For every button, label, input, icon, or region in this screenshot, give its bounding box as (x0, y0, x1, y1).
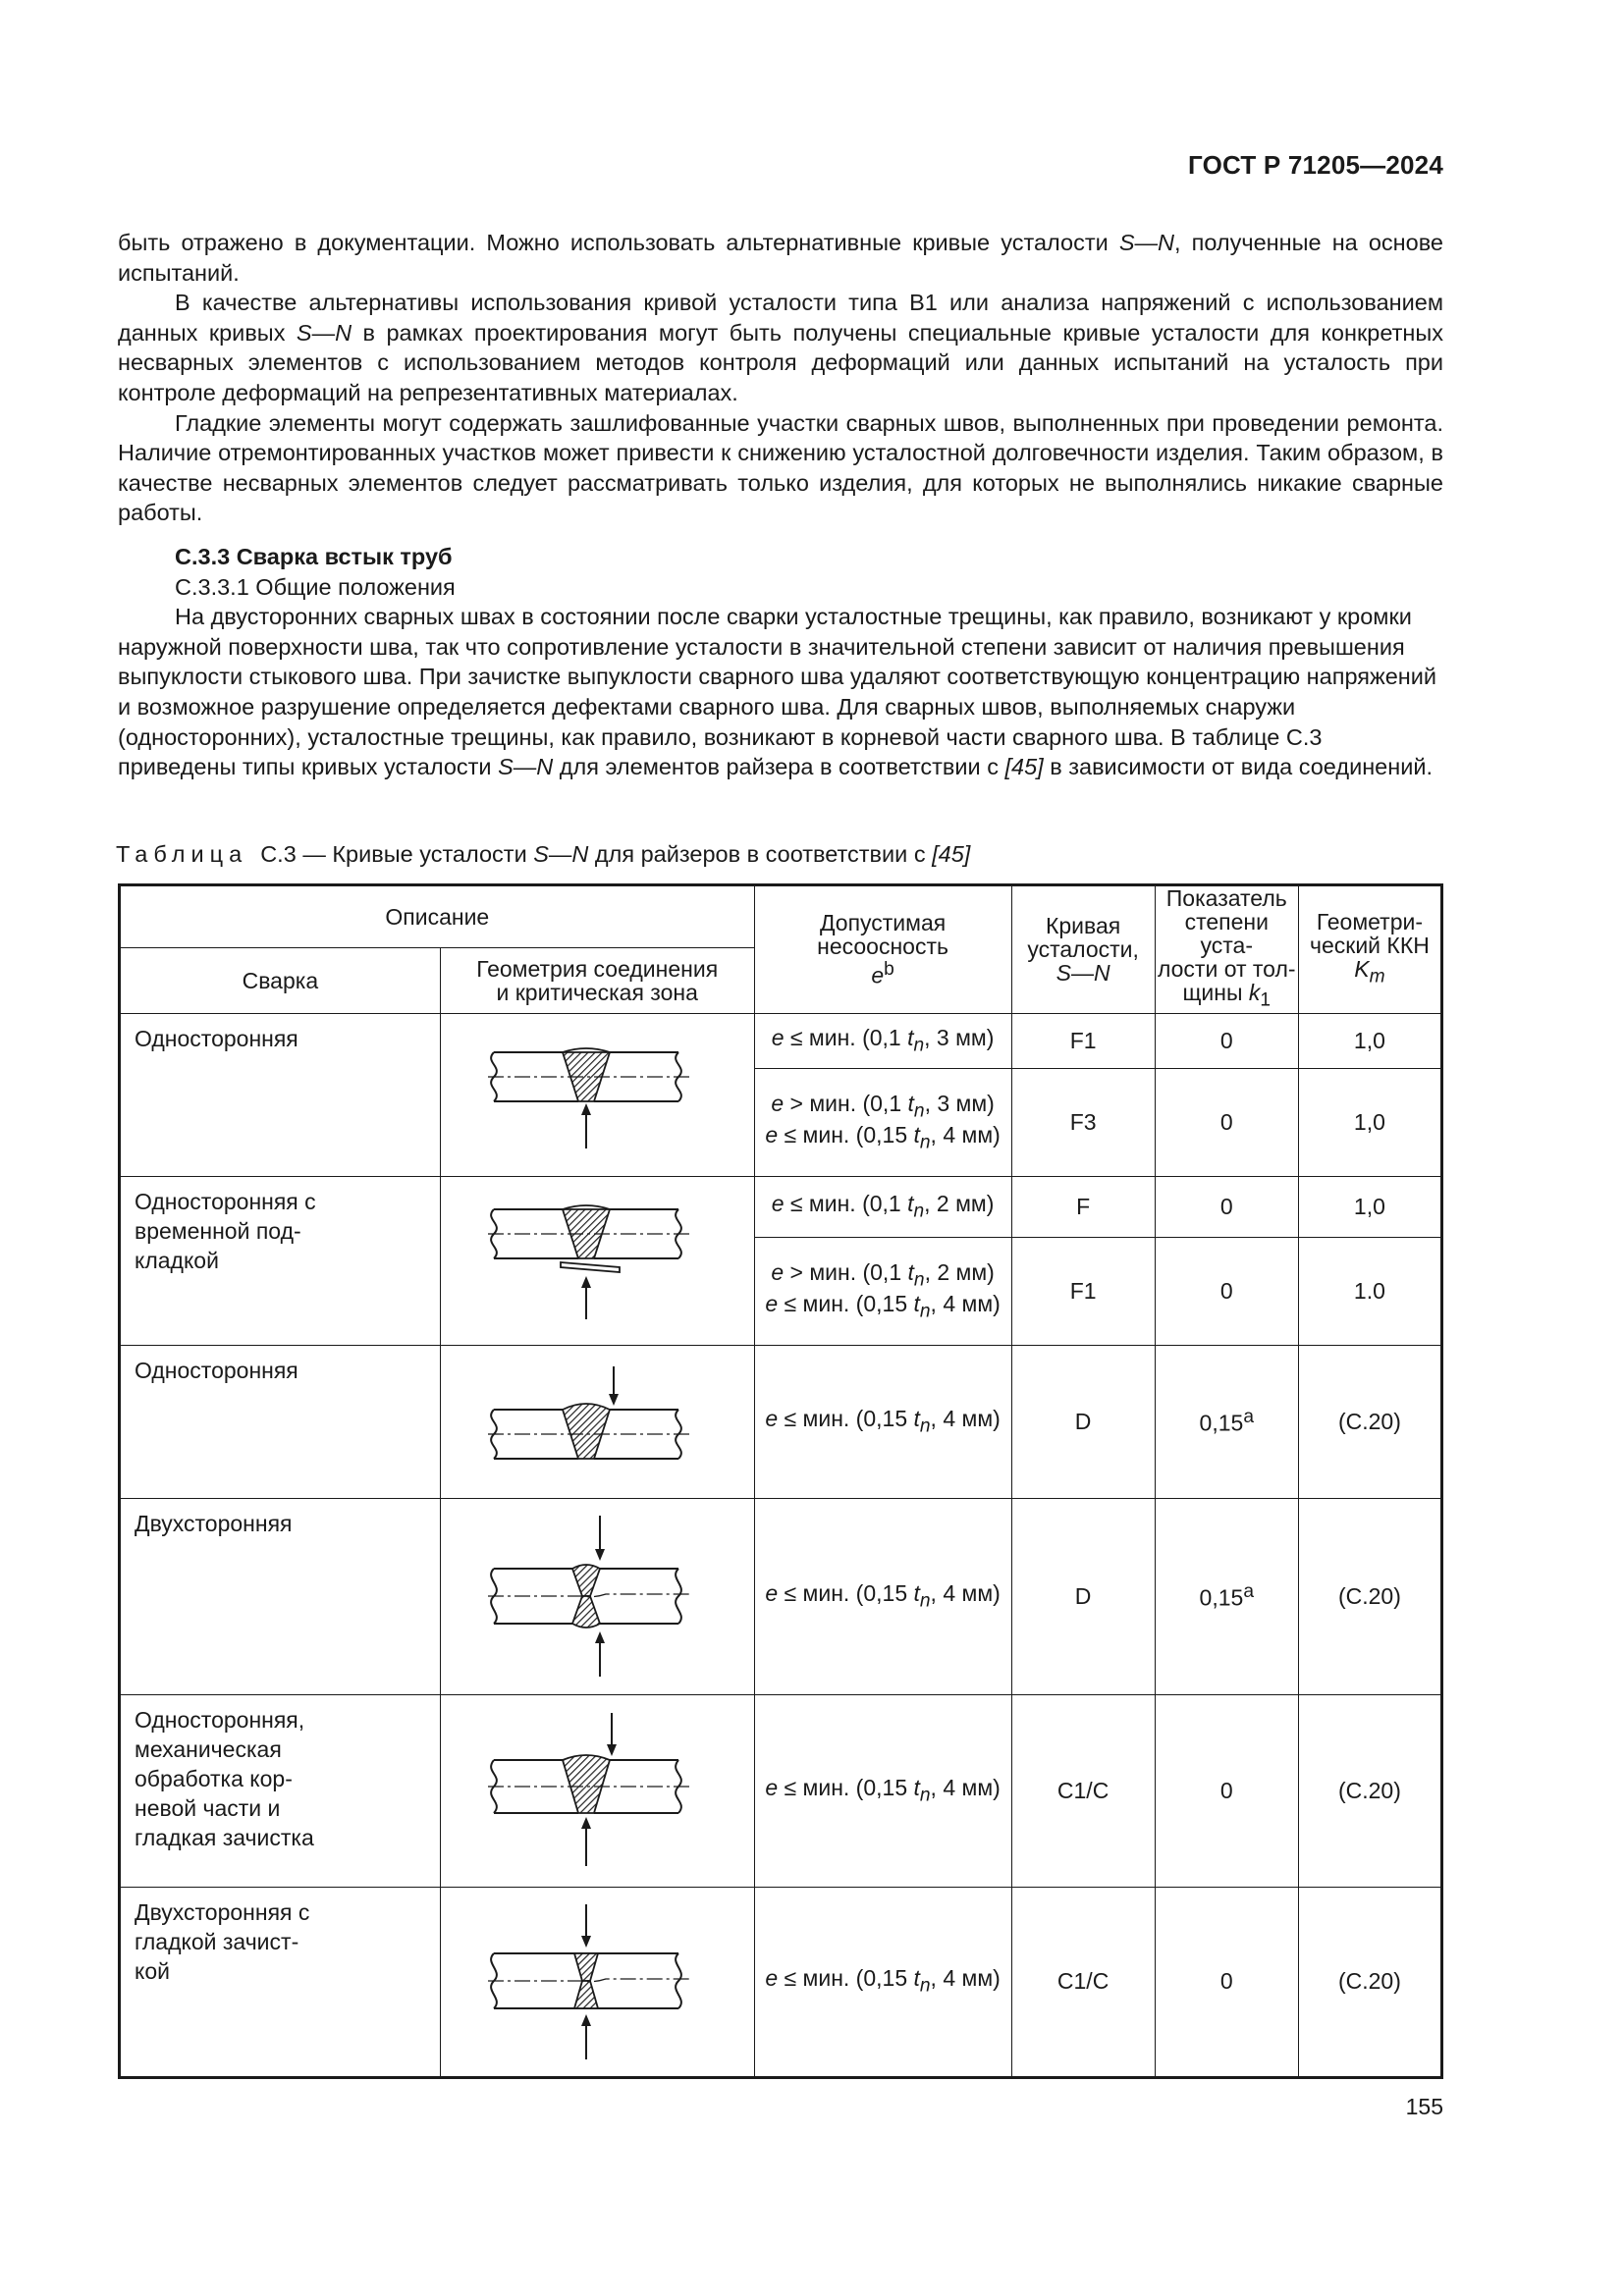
welding-cell: Двухсторонняя с гладкой зачист- кой (120, 1887, 441, 2077)
curve-cell: D (1011, 1498, 1155, 1694)
section-title: C.3.3 Сварка встык труб (175, 543, 453, 569)
welding-cell: Односторонняя с временной под- кладкой (120, 1176, 441, 1345)
body-text (118, 228, 1443, 782)
k1-cell: 0 (1155, 1176, 1298, 1237)
misalignment-cell: e ≤ мин. (0,1 $t_n$, 3 мм) (754, 1013, 1011, 1068)
misalignment-cell: e ≤ мин. (0,15 $t_n$, 4 мм) (754, 1498, 1011, 1694)
subsection-title: C.3.3.1 Общие положения (175, 573, 456, 600)
curve-cell: C1/C (1011, 1694, 1155, 1887)
table-caption: Таблица C.3 — Кривые усталости S—N для райзеров в соответствии с [45] (116, 841, 971, 867)
k1-cell: 0 (1155, 1068, 1298, 1176)
paragraph-2: В качестве альтернативы использования кривой усталости типа B1 или анализа напряжений с использованием данных кривых S—N в рамках проектирования могут быть получены специальные кривые усталости для конкретных несварных элементов с использованием методов контроля деформаций или данных испытаний на усталость при контроле деформаций на репрезентативных материалах. (118, 290, 1443, 405)
misalignment-cell: e > мин. (0,1 $t_n$, 3 мм) e ≤ мин. (0,15 $t_n$, 4 мм) (754, 1068, 1011, 1176)
curve-cell: C1/C (1011, 1887, 1155, 2077)
weld-diagram-double-ground (440, 1887, 754, 2077)
misalignment-cell: e ≤ мин. (0,15 $t_n$, 4 мм) (754, 1887, 1011, 2077)
single-sided-weld-toe-diagram (484, 1362, 710, 1480)
welding-cell: Односторонняя (120, 1013, 441, 1176)
k1-cell: 0 (1155, 1694, 1298, 1887)
misalignment-cell: e ≤ мин. (0,1 $t_n$, 2 мм) (754, 1176, 1011, 1237)
km-cell: (C.20) (1298, 1694, 1441, 1887)
k1-cell: 0 (1155, 1887, 1298, 2077)
km-cell: (C.20) (1298, 1345, 1441, 1498)
misalignment-cell: e ≤ мин. (0,15 $t_n$, 4 мм) (754, 1694, 1011, 1887)
k1-cell: 0,15$^a$ (1155, 1345, 1298, 1498)
k1-cell: 0,15$^a$ (1155, 1498, 1298, 1694)
double-sided-weld-diagram (484, 1508, 710, 1684)
header-geometry: Геометрия соединения и критическая зона (440, 947, 754, 1013)
km-cell: 1.0 (1298, 1237, 1441, 1345)
weld-diagram-single-root (440, 1013, 754, 1176)
single-sided-weld-backing-diagram (484, 1192, 710, 1329)
curve-cell: F1 (1011, 1013, 1155, 1068)
table-row (120, 1013, 1442, 1068)
weld-diagram-temporary-backing (440, 1176, 754, 1345)
double-sided-ground-flush-diagram (484, 1898, 710, 2065)
fatigue-curves-table (118, 883, 1443, 2079)
single-sided-weld-diagram (484, 1031, 710, 1158)
km-cell: (C.20) (1298, 1498, 1441, 1694)
page-number: 155 (1405, 2094, 1443, 2119)
table-row (120, 1887, 1442, 2077)
curve-cell: F1 (1011, 1237, 1155, 1345)
weld-diagram-single-toe (440, 1345, 754, 1498)
header-thickness-exponent: Показатель степени уста- лости от тол- щины $k_1$ (1155, 885, 1298, 1014)
weld-diagram-double-sided (440, 1498, 754, 1694)
curve-cell: F3 (1011, 1068, 1155, 1176)
header-scf: Геометри- ческий ККН $K_m$ (1298, 885, 1441, 1014)
km-cell: 1,0 (1298, 1068, 1441, 1176)
misalignment-cell: e ≤ мин. (0,15 $t_n$, 4 мм) (754, 1345, 1011, 1498)
document-header: ГОСТ Р 71205—2024 (1188, 150, 1443, 180)
table-row (120, 1694, 1442, 1887)
paragraph-3: Гладкие элементы могут содержать зашлифованные участки сварных швов, выполненных при проведении ремонта. Наличие отремонтированных участков может привести к снижению усталостной долговечности изделия. Таким образом, в качестве несварных элементов следует рассматривать только изделия, для которых не выполнялись никакие сварные работы. (118, 409, 1443, 526)
table-row (120, 1345, 1442, 1498)
header-welding: Сварка (120, 947, 441, 1013)
k1-cell: 0 (1155, 1013, 1298, 1068)
table-row (120, 1176, 1442, 1237)
paragraph-1: быть отражено в документации. Можно использовать альтернативные кривые усталости S—N, полученные на основе испытаний. (118, 230, 1443, 286)
weld-diagram-machined-root (440, 1694, 754, 1887)
single-sided-machined-root-diagram (484, 1707, 710, 1874)
paragraph-4: На двусторонних сварных швах в состоянии после сварки усталостные трещины, как правило, возникают у кромки наружной поверхности шва, так что сопротивление усталости в значительной степени зависит от наличия превышения выпуклости стыкового шва. При зачистке выпуклости сварного шва удаляют соответствующую концентрацию напряжений и возможное разрушение определяется дефектами сварного шва. Для сварных швов, выполняемых снаружи (односторонних), усталостные трещины, как правило, возникают в корневой части сварного шва. В таблице C.3 приведены типы кривых усталости S—N для элементов райзера в соответствии с [45] в зависимости от вида соединений. (118, 604, 1436, 780)
km-cell: (C.20) (1298, 1887, 1441, 2077)
header-misalignment: Допустимая несоосность $e^b$ (754, 885, 1011, 1014)
km-cell: 1,0 (1298, 1176, 1441, 1237)
welding-cell: Односторонняя, механическая обработка кор- невой части и гладкая зачистка (120, 1694, 441, 1887)
curve-cell: F (1011, 1176, 1155, 1237)
welding-cell: Односторонняя (120, 1345, 441, 1498)
km-cell: 1,0 (1298, 1013, 1441, 1068)
table-row (120, 1498, 1442, 1694)
welding-cell: Двухсторонняя (120, 1498, 441, 1694)
k1-cell: 0 (1155, 1237, 1298, 1345)
curve-cell: D (1011, 1345, 1155, 1498)
header-description: Описание (120, 885, 755, 948)
misalignment-cell: e > мин. (0,1 $t_n$, 2 мм) e ≤ мин. (0,15 $t_n$, 4 мм) (754, 1237, 1011, 1345)
header-fatigue-curve: Кривая усталости, S—N (1011, 885, 1155, 1014)
